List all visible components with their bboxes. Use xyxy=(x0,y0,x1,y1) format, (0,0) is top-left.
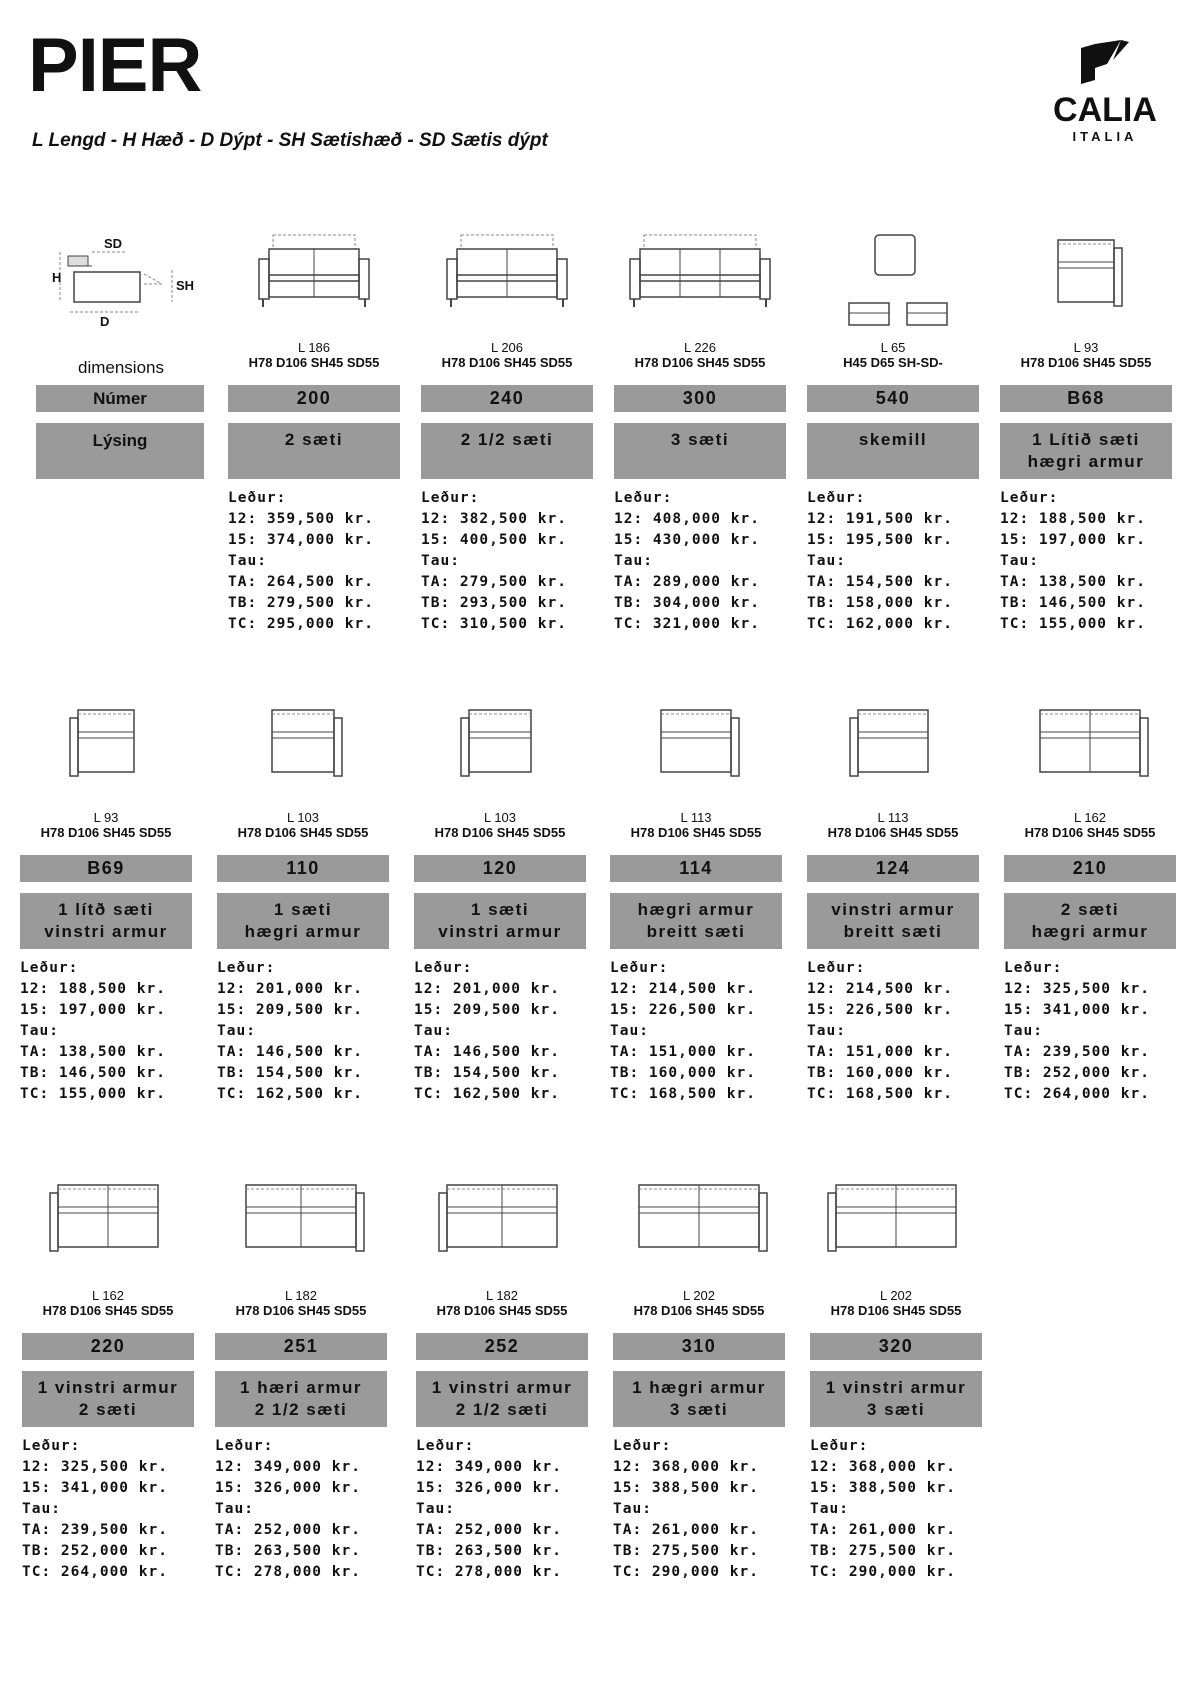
price-line-tc: TC: 290,000 kr. xyxy=(613,1564,759,1580)
product-description-line1: 2 sæti xyxy=(284,430,344,449)
price-line-leather_label: Leður: xyxy=(810,1438,869,1454)
price-line-leather_label: Leður: xyxy=(807,960,866,976)
price-line-p12: 12: 359,500 kr. xyxy=(228,511,374,527)
product-description xyxy=(414,893,586,949)
price-line-tc: TC: 264,000 kr. xyxy=(22,1564,168,1580)
product-description xyxy=(1000,423,1172,479)
sofa-2-icon xyxy=(234,235,394,330)
price-line-tb: TB: 263,500 kr. xyxy=(416,1543,562,1559)
product-description-line1: vinstri armur xyxy=(831,900,955,919)
diagram-sd-label: SD xyxy=(104,236,123,251)
price-line-p15: 15: 388,500 kr. xyxy=(613,1480,759,1496)
price-line-p15: 15: 341,000 kr. xyxy=(22,1480,168,1496)
price-line-p12: 12: 349,000 kr. xyxy=(215,1459,361,1475)
price-line-ta: TA: 264,500 kr. xyxy=(228,574,374,590)
product-description-line2: 2 1/2 sæti xyxy=(455,1400,549,1419)
price-line-tc: TC: 310,500 kr. xyxy=(421,616,567,632)
product-description xyxy=(810,1371,982,1427)
price-line-leather_label: Leður: xyxy=(217,960,276,976)
product-dimensions xyxy=(217,810,389,840)
product-number: 124 xyxy=(807,855,979,882)
price-line-p12: 12: 382,500 kr. xyxy=(421,511,567,527)
product-dims: H78 D106 SH45 SD55 xyxy=(830,1303,962,1318)
price-line-p12: 12: 201,000 kr. xyxy=(414,981,560,997)
product-description-line1: 1 Lítið sæti xyxy=(1032,430,1140,449)
page-subtitle: L Lengd - H Hæð - D Dýpt - SH Sætishæð - SD Sætis dýpt xyxy=(32,130,548,151)
wide-seat-right-icon xyxy=(616,705,776,800)
product-dims: H78 D106 SH45 SD55 xyxy=(441,355,573,370)
product-description-line1: 1 vinstri armur xyxy=(431,1378,573,1397)
product-description-line2: vinstri armur xyxy=(44,922,168,941)
price-line-fabric_label: Tau: xyxy=(1000,553,1039,569)
product-prices xyxy=(22,1436,168,1583)
price-line-leather_label: Leður: xyxy=(22,1438,81,1454)
price-line-ta: TA: 239,500 kr. xyxy=(1004,1044,1150,1060)
price-line-fabric_label: Tau: xyxy=(1004,1023,1043,1039)
product-description xyxy=(807,423,979,479)
product-number: 110 xyxy=(217,855,389,882)
product-description-line1: 1 hæri armur xyxy=(240,1378,362,1397)
price-line-leather_label: Leður: xyxy=(1004,960,1063,976)
logo-flag-icon xyxy=(1077,40,1133,84)
product-length: L 202 xyxy=(682,1288,716,1303)
product-length: L 186 xyxy=(297,340,331,355)
product-length: L 226 xyxy=(683,340,717,355)
price-line-tc: TC: 162,000 kr. xyxy=(807,616,953,632)
product-length: L 113 xyxy=(877,810,909,825)
product-dims: H78 D106 SH45 SD55 xyxy=(634,355,766,370)
product-number: 300 xyxy=(614,385,786,412)
two-half-seat-left-icon xyxy=(422,1180,582,1275)
product-description-line1: hægri armur xyxy=(637,900,755,919)
price-line-fabric_label: Tau: xyxy=(421,553,460,569)
price-line-tb: TB: 154,500 kr. xyxy=(414,1065,560,1081)
product-length: L 182 xyxy=(284,1288,318,1303)
product-description-line2: breitt sæti xyxy=(843,922,943,941)
product-dimensions xyxy=(1000,340,1172,370)
product-prices xyxy=(416,1436,562,1583)
product-length: L 103 xyxy=(286,810,320,825)
price-line-tc: TC: 162,500 kr. xyxy=(217,1086,363,1102)
price-line-tb: TB: 252,000 kr. xyxy=(22,1543,168,1559)
product-description-line2: 3 sæti xyxy=(669,1400,729,1419)
price-line-leather_label: Leður: xyxy=(613,1438,672,1454)
product-description-line1: 3 sæti xyxy=(670,430,730,449)
product-number: 310 xyxy=(613,1333,785,1360)
product-prices xyxy=(215,1436,361,1583)
price-line-p12: 12: 325,500 kr. xyxy=(1004,981,1150,997)
price-line-p12: 12: 325,500 kr. xyxy=(22,1459,168,1475)
price-line-p15: 15: 326,000 kr. xyxy=(416,1480,562,1496)
price-line-fabric_label: Tau: xyxy=(414,1023,453,1039)
product-number: 540 xyxy=(807,385,979,412)
two-seat-left-icon xyxy=(28,1180,188,1275)
price-line-leather_label: Leður: xyxy=(610,960,669,976)
product-description-line2: 2 sæti xyxy=(78,1400,138,1419)
price-line-ta: TA: 151,000 kr. xyxy=(610,1044,756,1060)
product-description-line2: 2 1/2 sæti xyxy=(254,1400,348,1419)
product-prices xyxy=(807,958,953,1105)
price-line-fabric_label: Tau: xyxy=(215,1501,254,1517)
product-prices xyxy=(807,488,953,635)
price-line-p15: 15: 197,000 kr. xyxy=(20,1002,166,1018)
product-length: L 93 xyxy=(93,810,119,825)
price-line-ta: TA: 154,500 kr. xyxy=(807,574,953,590)
price-line-leather_label: Leður: xyxy=(416,1438,475,1454)
price-line-leather_label: Leður: xyxy=(228,490,287,506)
price-line-tc: TC: 290,000 kr. xyxy=(810,1564,956,1580)
product-length: L 113 xyxy=(680,810,712,825)
product-number: 120 xyxy=(414,855,586,882)
price-line-tc: TC: 295,000 kr. xyxy=(228,616,374,632)
price-line-p15: 15: 226,500 kr. xyxy=(807,1002,953,1018)
price-line-p15: 15: 195,500 kr. xyxy=(807,532,953,548)
price-line-p12: 12: 214,500 kr. xyxy=(610,981,756,997)
price-line-p12: 12: 214,500 kr. xyxy=(807,981,953,997)
price-line-p12: 12: 188,500 kr. xyxy=(1000,511,1146,527)
seat-left-icon xyxy=(420,705,580,800)
product-description xyxy=(1004,893,1176,949)
price-line-p15: 15: 209,500 kr. xyxy=(414,1002,560,1018)
product-number: 200 xyxy=(228,385,400,412)
product-dims: H78 D106 SH45 SD55 xyxy=(1024,825,1156,840)
product-prices xyxy=(20,958,166,1105)
price-line-leather_label: Leður: xyxy=(421,490,480,506)
price-line-tb: TB: 279,500 kr. xyxy=(228,595,374,611)
price-line-ta: TA: 252,000 kr. xyxy=(215,1522,361,1538)
product-description-line1: 1 vinstri armur xyxy=(825,1378,967,1397)
product-description-line1: 1 vinstri armur xyxy=(37,1378,179,1397)
price-line-p12: 12: 188,500 kr. xyxy=(20,981,166,997)
product-dims: H78 D106 SH45 SD55 xyxy=(1020,355,1152,370)
product-prices xyxy=(614,488,760,635)
price-line-p12: 12: 368,000 kr. xyxy=(810,1459,956,1475)
price-line-tb: TB: 252,000 kr. xyxy=(1004,1065,1150,1081)
price-line-leather_label: Leður: xyxy=(807,490,866,506)
price-line-ta: TA: 146,500 kr. xyxy=(217,1044,363,1060)
price-line-ta: TA: 252,000 kr. xyxy=(416,1522,562,1538)
price-line-fabric_label: Tau: xyxy=(610,1023,649,1039)
diagram-d-label: D xyxy=(100,314,110,329)
price-line-tb: TB: 154,500 kr. xyxy=(217,1065,363,1081)
brand-logo xyxy=(1040,40,1170,144)
product-description xyxy=(20,893,192,949)
product-dims: H78 D106 SH45 SD55 xyxy=(42,1303,174,1318)
two-seat-right-icon xyxy=(1010,705,1170,800)
price-line-p15: 15: 374,000 kr. xyxy=(228,532,374,548)
price-line-ta: TA: 239,500 kr. xyxy=(22,1522,168,1538)
price-line-tc: TC: 168,500 kr. xyxy=(610,1086,756,1102)
three-seat-left-icon xyxy=(816,1180,976,1275)
price-line-tc: TC: 278,000 kr. xyxy=(215,1564,361,1580)
price-line-tb: TB: 146,500 kr. xyxy=(20,1065,166,1081)
product-description xyxy=(613,1371,785,1427)
product-dims: H78 D106 SH45 SD55 xyxy=(237,825,369,840)
price-line-tb: TB: 160,000 kr. xyxy=(807,1065,953,1081)
price-line-p15: 15: 341,000 kr. xyxy=(1004,1002,1150,1018)
price-line-fabric_label: Tau: xyxy=(810,1501,849,1517)
product-prices xyxy=(1004,958,1150,1105)
product-dimensions xyxy=(613,1288,785,1318)
price-line-fabric_label: Tau: xyxy=(807,553,846,569)
product-description xyxy=(215,1371,387,1427)
price-line-p12: 12: 201,000 kr. xyxy=(217,981,363,997)
price-line-tb: TB: 293,500 kr. xyxy=(421,595,567,611)
product-description-line2: breitt sæti xyxy=(646,922,746,941)
price-line-tc: TC: 155,000 kr. xyxy=(1000,616,1146,632)
diagram-sh-label: SH xyxy=(176,278,195,293)
price-line-tb: TB: 275,500 kr. xyxy=(810,1543,956,1559)
product-dimensions xyxy=(421,340,593,370)
product-length: L 162 xyxy=(91,1288,125,1303)
price-line-ta: TA: 146,500 kr. xyxy=(414,1044,560,1060)
product-dims: H78 D106 SH45 SD55 xyxy=(633,1303,765,1318)
price-line-fabric_label: Tau: xyxy=(20,1023,59,1039)
price-line-fabric_label: Tau: xyxy=(22,1501,61,1517)
price-line-fabric_label: Tau: xyxy=(807,1023,846,1039)
product-dimensions xyxy=(614,340,786,370)
price-line-ta: TA: 261,000 kr. xyxy=(810,1522,956,1538)
price-line-fabric_label: Tau: xyxy=(228,553,267,569)
product-description-line1: 2 1/2 sæti xyxy=(460,430,554,449)
price-line-fabric_label: Tau: xyxy=(217,1023,256,1039)
product-length: L 93 xyxy=(1073,340,1099,355)
product-dimensions xyxy=(810,1288,982,1318)
product-length: L 65 xyxy=(880,340,906,355)
product-length: L 202 xyxy=(879,1288,913,1303)
product-description xyxy=(22,1371,194,1427)
product-number: 220 xyxy=(22,1333,194,1360)
price-line-p15: 15: 326,000 kr. xyxy=(215,1480,361,1496)
price-line-p15: 15: 226,500 kr. xyxy=(610,1002,756,1018)
product-length: L 182 xyxy=(485,1288,519,1303)
product-description-line2: 3 sæti xyxy=(866,1400,926,1419)
price-line-p12: 12: 349,000 kr. xyxy=(416,1459,562,1475)
price-line-tb: TB: 304,000 kr. xyxy=(614,595,760,611)
price-line-tc: TC: 155,000 kr. xyxy=(20,1086,166,1102)
price-line-leather_label: Leður: xyxy=(614,490,673,506)
product-length: L 103 xyxy=(483,810,517,825)
price-line-tb: TB: 263,500 kr. xyxy=(215,1543,361,1559)
product-number: B69 xyxy=(20,855,192,882)
product-prices xyxy=(610,958,756,1105)
description-label: Lýsing xyxy=(36,423,204,479)
product-prices xyxy=(1000,488,1146,635)
dimensions-label: dimensions xyxy=(78,358,164,377)
product-description-line2: hægri armur xyxy=(1031,922,1149,941)
price-line-tb: TB: 160,000 kr. xyxy=(610,1065,756,1081)
product-dimensions xyxy=(807,810,979,840)
small-seat-right-icon xyxy=(1006,235,1166,330)
product-description xyxy=(807,893,979,949)
product-description xyxy=(228,423,400,479)
product-description xyxy=(421,423,593,479)
price-line-fabric_label: Tau: xyxy=(614,553,653,569)
product-description-line1: 1 lítð sæti xyxy=(58,900,154,919)
price-line-fabric_label: Tau: xyxy=(613,1501,652,1517)
number-label: Númer xyxy=(36,385,204,412)
price-line-ta: TA: 261,000 kr. xyxy=(613,1522,759,1538)
product-prices xyxy=(421,488,567,635)
price-line-ta: TA: 151,000 kr. xyxy=(807,1044,953,1060)
product-prices xyxy=(228,488,374,635)
diagram-h-label: H xyxy=(52,270,62,285)
product-length: L 162 xyxy=(1073,810,1107,825)
product-description-line1: skemill xyxy=(858,430,928,449)
price-line-tc: TC: 264,000 kr. xyxy=(1004,1086,1150,1102)
product-number: B68 xyxy=(1000,385,1172,412)
product-prices xyxy=(810,1436,956,1583)
logo-brand-text: CALIA xyxy=(1053,91,1157,129)
product-dims: H78 D106 SH45 SD55 xyxy=(248,355,380,370)
product-description-line2: hægri armur xyxy=(1027,452,1145,471)
price-line-tc: TC: 278,000 kr. xyxy=(416,1564,562,1580)
price-line-p12: 12: 191,500 kr. xyxy=(807,511,953,527)
product-prices xyxy=(217,958,363,1105)
small-seat-left-icon xyxy=(26,705,186,800)
product-dimensions xyxy=(807,340,979,370)
product-number: 114 xyxy=(610,855,782,882)
price-line-ta: TA: 289,000 kr. xyxy=(614,574,760,590)
product-dims: H78 D106 SH45 SD55 xyxy=(235,1303,367,1318)
price-line-fabric_label: Tau: xyxy=(416,1501,455,1517)
product-description-line1: 1 hægri armur xyxy=(632,1378,766,1397)
price-line-ta: TA: 138,500 kr. xyxy=(20,1044,166,1060)
wide-seat-left-icon xyxy=(813,705,973,800)
product-length: L 206 xyxy=(490,340,524,355)
price-line-tc: TC: 162,500 kr. xyxy=(414,1086,560,1102)
product-description-line1: 1 sæti xyxy=(273,900,333,919)
sofa-3-icon xyxy=(620,235,780,330)
product-prices xyxy=(414,958,560,1105)
page-title: PIER xyxy=(28,23,202,108)
ottoman-icon xyxy=(813,235,973,330)
dimensions-diagram-icon xyxy=(52,236,212,330)
two-half-seat-right-icon xyxy=(221,1180,381,1275)
price-line-p12: 12: 368,000 kr. xyxy=(613,1459,759,1475)
product-description xyxy=(614,423,786,479)
product-number: 320 xyxy=(810,1333,982,1360)
product-dimensions xyxy=(416,1288,588,1318)
price-line-tb: TB: 158,000 kr. xyxy=(807,595,953,611)
product-dims: H78 D106 SH45 SD55 xyxy=(630,825,762,840)
price-line-tc: TC: 168,500 kr. xyxy=(807,1086,953,1102)
product-dimensions xyxy=(215,1288,387,1318)
sofa-2-5-icon xyxy=(427,235,587,330)
price-line-leather_label: Leður: xyxy=(215,1438,274,1454)
product-dimensions xyxy=(22,1288,194,1318)
product-description xyxy=(217,893,389,949)
product-dims: H78 D106 SH45 SD55 xyxy=(436,1303,568,1318)
product-dims: H78 D106 SH45 SD55 xyxy=(40,825,172,840)
product-dimensions xyxy=(20,810,192,840)
price-line-leather_label: Leður: xyxy=(20,960,79,976)
product-number: 210 xyxy=(1004,855,1176,882)
product-number: 251 xyxy=(215,1333,387,1360)
product-description-line2: vinstri armur xyxy=(438,922,562,941)
product-dims: H45 D65 SH-SD- xyxy=(843,355,943,370)
product-description-line2: hægri armur xyxy=(244,922,362,941)
price-line-tb: TB: 146,500 kr. xyxy=(1000,595,1146,611)
price-line-ta: TA: 279,500 kr. xyxy=(421,574,567,590)
price-line-p15: 15: 430,000 kr. xyxy=(614,532,760,548)
product-number: 240 xyxy=(421,385,593,412)
product-prices xyxy=(613,1436,759,1583)
price-line-leather_label: Leður: xyxy=(1000,490,1059,506)
product-description xyxy=(610,893,782,949)
product-description xyxy=(416,1371,588,1427)
price-line-tc: TC: 321,000 kr. xyxy=(614,616,760,632)
logo-sub-text: ITALIA xyxy=(1072,129,1138,144)
product-description-line1: 1 sæti xyxy=(470,900,530,919)
seat-right-icon xyxy=(223,705,383,800)
product-dimensions xyxy=(1004,810,1176,840)
price-line-p15: 15: 400,500 kr. xyxy=(421,532,567,548)
price-line-p15: 15: 209,500 kr. xyxy=(217,1002,363,1018)
product-dimensions xyxy=(610,810,782,840)
product-number: 252 xyxy=(416,1333,588,1360)
price-line-p12: 12: 408,000 kr. xyxy=(614,511,760,527)
product-dimensions xyxy=(414,810,586,840)
price-line-p15: 15: 197,000 kr. xyxy=(1000,532,1146,548)
price-line-leather_label: Leður: xyxy=(414,960,473,976)
price-line-p15: 15: 388,500 kr. xyxy=(810,1480,956,1496)
product-description-line1: 2 sæti xyxy=(1060,900,1120,919)
price-line-tb: TB: 275,500 kr. xyxy=(613,1543,759,1559)
price-line-ta: TA: 138,500 kr. xyxy=(1000,574,1146,590)
three-seat-right-icon xyxy=(619,1180,779,1275)
product-dims: H78 D106 SH45 SD55 xyxy=(827,825,959,840)
product-dimensions xyxy=(228,340,400,370)
product-dims: H78 D106 SH45 SD55 xyxy=(434,825,566,840)
